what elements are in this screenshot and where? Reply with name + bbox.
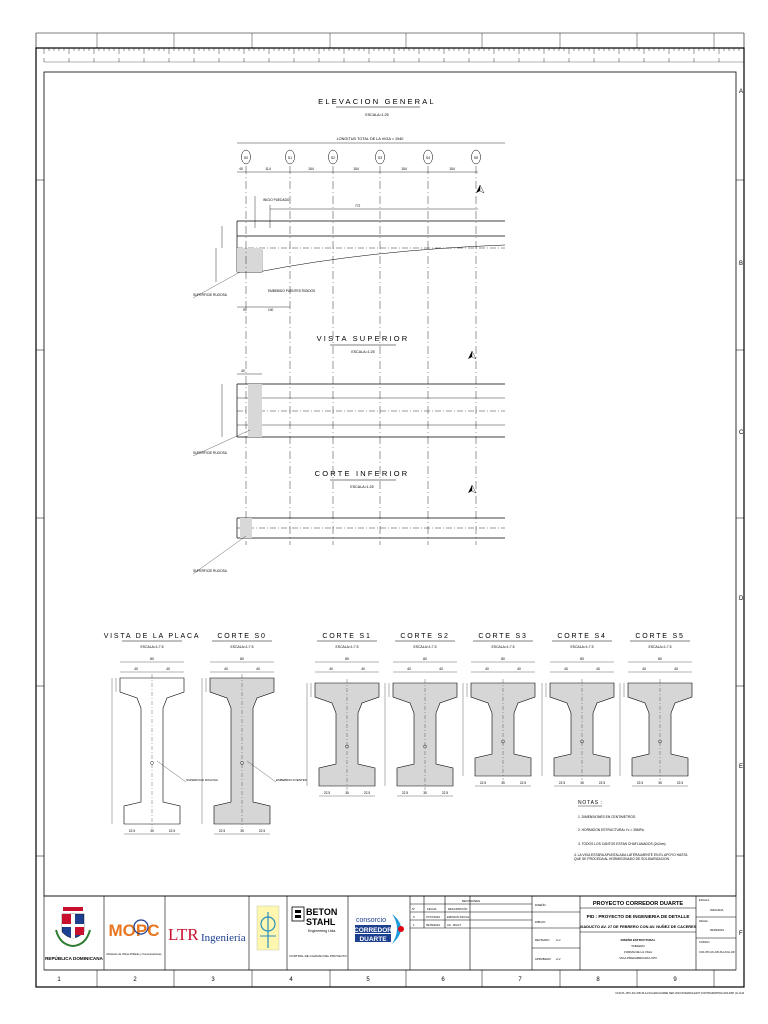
section-half-dim: 40 (674, 667, 678, 671)
col-number: 2 (133, 977, 137, 983)
section-bottom-dim: 35 (345, 791, 349, 795)
rev-0-desc: EMISION INICIAL (447, 915, 470, 919)
col-number: 1 (57, 977, 61, 983)
section-bottom-dim: 22.5 (676, 781, 684, 785)
section-title: CORTE S2 (400, 633, 450, 640)
title-line-1: DISEÑO ESTRUCTURAL (620, 938, 656, 942)
axis-marker-label: S1 (287, 156, 293, 160)
section-bottom-dim: 22.5 (128, 829, 136, 833)
section-half-dim: 40 (564, 667, 568, 671)
segment-dim: 154 (449, 167, 455, 171)
escala-label: ESCALA (699, 899, 710, 902)
elevation-title: ELEVACION GENERAL (318, 97, 436, 106)
section-half-dim: 40 (439, 667, 443, 671)
section-half-dim: 40 (256, 667, 260, 671)
beton-logo-1: BETON (306, 907, 338, 917)
rev-1-desc: AS - BUILT (447, 923, 461, 927)
title-line-4: VIGA PREFABRICADA VP3 (619, 956, 657, 960)
ltr-subtitle: Ingeniería (201, 932, 246, 944)
elev-note-rugosa: SUPERFICIE RUGOSA (193, 293, 227, 297)
col-number: 4 (289, 977, 293, 983)
note-3: 3. TODOS LOS CANTOS ESTAN CHAFLANADOS (2x2cm). (578, 842, 667, 846)
section-half-dim: 40 (166, 667, 170, 671)
section-half-dim: 40 (134, 667, 138, 671)
codigo-label: CÓDIGO (699, 941, 710, 944)
row-letter: B (739, 261, 744, 267)
bottom-view-scale: ESCALA=1:25 (350, 485, 374, 489)
segment-dim: 40 (239, 167, 243, 171)
col-number: 5 (366, 977, 370, 983)
row-letter: C (739, 430, 744, 436)
axis-marker-label: S0 (243, 156, 249, 160)
section-half-dim: 40 (329, 667, 333, 671)
section-bottom-dim: 22.5 (598, 781, 606, 785)
axis-marker-label: S4 (425, 156, 431, 160)
row-letter: A (739, 89, 744, 95)
quality-emblem-icon (257, 906, 279, 950)
segment-dim: 154 (308, 167, 314, 171)
consorcio-label: consorcio (356, 917, 386, 924)
section-title: CORTE S4 (557, 633, 607, 640)
section-title: CORTE S1 (322, 633, 372, 640)
mopc-subtitle: Ministerio de Obras Públicas y Comunicaciones (106, 953, 162, 956)
section-bottom-dim: 22.5 (323, 791, 331, 795)
section-bottom-dim: 35 (501, 781, 505, 785)
note-4: 4. LA VIGA ESTARA APUNTALADA LATERALMENTE EN EL APOYO HASTA QUE SE PROCEDA AL HORMIGONADO DE SOLIDARIZACION. (574, 853, 688, 862)
section-half-dim: 40 (596, 667, 600, 671)
section-half-dim: 40 (224, 667, 228, 671)
title-line-2: TABLERO (631, 944, 645, 948)
footer-code: CCD-PL-VPC-DC-205-PLA-FOA-ENCUADRE SEP-2010 ROMANIA EDIT CONTRAPARTIDA-003-DSP (1)-CH3 (615, 992, 744, 995)
section-half-dim: 40 (642, 667, 646, 671)
col-number: 6 (441, 977, 445, 983)
section-title: CORTE S5 (635, 633, 685, 640)
field-aprobado: APROBADO (535, 957, 551, 961)
duarte-label: DUARTE (359, 936, 387, 943)
section-half-dim: 40 (517, 667, 521, 671)
section-scale: ESCALA=1:7.5 (335, 645, 359, 649)
elev-note-100: 100 (268, 308, 274, 312)
section-top-dim: 80 (423, 657, 427, 661)
segment-dim: 154 (353, 167, 359, 171)
top-view-title: VISTA SUPERIOR (316, 334, 410, 343)
section-bottom-dim: 35 (240, 829, 244, 833)
section-scale: ESCALA=1:7.5 (648, 645, 672, 649)
section-bottom-dim: 22.5 (636, 781, 644, 785)
section-bottom-dim: 22.5 (401, 791, 409, 795)
note-1: 1. DIMENSIONES EN CENTIMETROS. (578, 815, 637, 819)
rev-col-fecha: FECHA (427, 907, 437, 911)
fecha-value: 09/09/2010 (710, 928, 724, 932)
top-view-scale: ESCALA=1:25 (351, 350, 375, 354)
viaducto-line: VIADUCTO AV. 27 DE FEBRERO CON AV. NUÑEZ DE CACERES (579, 924, 697, 929)
section-bottom-dim: 22.5 (479, 781, 487, 785)
rev-col-no: N° (412, 907, 416, 911)
section-top-dim: 80 (580, 657, 584, 661)
elev-note-inicio: INICIO PUEDADO (263, 198, 290, 202)
pid-line: PID : PROYECTO DE INGENIERIA DE DETALLE (586, 914, 690, 919)
col-number: 8 (596, 977, 600, 983)
row-letter: D (739, 596, 744, 602)
section-scale: ESCALA=1:7.5 (230, 645, 254, 649)
section-top-dim: 80 (501, 657, 505, 661)
section-half-dim: 40 (361, 667, 365, 671)
corredor-label: CORREDOR (354, 927, 392, 934)
field-revisado-value: A.V. (556, 938, 562, 942)
section-note: SUPERFICIE RUGOSA (186, 778, 218, 782)
section-note: EMBEBIDO PUENTES (276, 778, 307, 782)
rd-label: REPÚBLICA DOMINICANA (45, 956, 103, 961)
segment-dim: 154 (401, 167, 407, 171)
section-bottom-dim: 22.5 (441, 791, 449, 795)
section-scale: ESCALA=1:7.5 (140, 645, 164, 649)
section-bottom-dim: 22.5 (363, 791, 371, 795)
notes-title: NOTAS : (578, 800, 604, 806)
field-revisado: REVISADO (535, 938, 550, 942)
rev-1-date: 09/09/2010 (426, 923, 440, 927)
field-diseno: DISEÑO (535, 903, 546, 907)
section-scale: ESCALA=1:7.5 (491, 645, 515, 649)
section-bottom-dim: 22.5 (519, 781, 527, 785)
section-bottom-dim: 35 (658, 781, 662, 785)
section-half-dim: 40 (407, 667, 411, 671)
top-view-rugosa: SUPERFICIE RUGOSA (193, 451, 227, 455)
ltr-logo: LTR (168, 925, 199, 944)
fecha-label: FECHA (699, 920, 708, 923)
section-top-dim: 80 (658, 657, 662, 661)
elevation-scale: ESCALA=1:25 (365, 113, 389, 117)
revisions-head: REVISIONES (461, 899, 481, 903)
axis-marker-label: S3 (377, 156, 383, 160)
top-view-dim: 40 (241, 369, 245, 373)
rev-1-no: 1 (413, 923, 415, 927)
beton-logo-2: STAHL (306, 917, 336, 927)
axis-marker-label: S5 (473, 156, 479, 160)
elev-note-embebido: EMBEBIDO PUENTES RIGIDOS (268, 289, 316, 293)
bottom-view-title: CORTE INFERIOR (314, 469, 410, 478)
elevation-total-label: LONGITUD TOTAL DE LA VIGA = 1940 (336, 137, 404, 141)
axis-marker-label: S2 (330, 156, 336, 160)
col-number: 3 (211, 977, 215, 983)
section-title: VISTA DE LA PLACA (103, 633, 201, 640)
segment-dim: 114 (265, 167, 271, 171)
rev-0-date: 07/07/2010 (426, 915, 440, 919)
section-top-dim: 80 (150, 657, 154, 661)
section-bottom-dim: 35 (150, 829, 154, 833)
col-number: 7 (518, 977, 522, 983)
section-bottom-dim: 22.5 (558, 781, 566, 785)
rev-col-desc: DESCRIPCIÓN (448, 907, 468, 911)
section-top-dim: 80 (345, 657, 349, 661)
elev-note-90: 90 (243, 308, 247, 312)
section-bottom-dim: 22.5 (168, 829, 176, 833)
section-scale: ESCALA=1:7.5 (570, 645, 594, 649)
quality-control-label: CONTROL DE CALIDAD DEL PROYECTO (289, 954, 347, 958)
title-line-3: FORMA DE LA VIGA (623, 950, 653, 954)
section-bottom-dim: 35 (423, 791, 427, 795)
consorcio-dot-icon (398, 926, 404, 932)
section-bottom-dim: 22.5 (258, 829, 266, 833)
section-half-dim: 40 (485, 667, 489, 671)
project-title: PROYECTO CORREDOR DUARTE (592, 901, 684, 907)
field-dibujo: DIBUJO (535, 920, 546, 924)
codigo-value: CCD-VPC-DC-205-PLA-FOA-100 (699, 951, 735, 954)
escala-value: INDICADA (710, 908, 724, 912)
section-top-dim: 80 (240, 657, 244, 661)
bottom-view-rugosa: SUPERFICIE RUGOSA (193, 569, 227, 573)
rev-0-no: 0 (413, 915, 415, 919)
section-title: CORTE S3 (478, 633, 528, 640)
row-letter: F (739, 931, 743, 937)
mopc-logo: MOPC (108, 921, 160, 940)
section-bottom-dim: 22.5 (218, 829, 226, 833)
row-letter: E (739, 764, 744, 770)
elev-note-772: 772 (355, 204, 361, 208)
section-scale: ESCALA=1:7.5 (413, 645, 437, 649)
section-title: CORTE S0 (217, 633, 267, 640)
note-2: 2. HORMIGON ESTRUCTURAL f'c = 35MPa. (578, 828, 645, 832)
section-bottom-dim: 35 (580, 781, 584, 785)
beton-logo-3: Engineering Ltda. (308, 929, 337, 933)
col-number: 9 (673, 977, 677, 983)
field-aprobado-value: A.V. (556, 957, 562, 961)
